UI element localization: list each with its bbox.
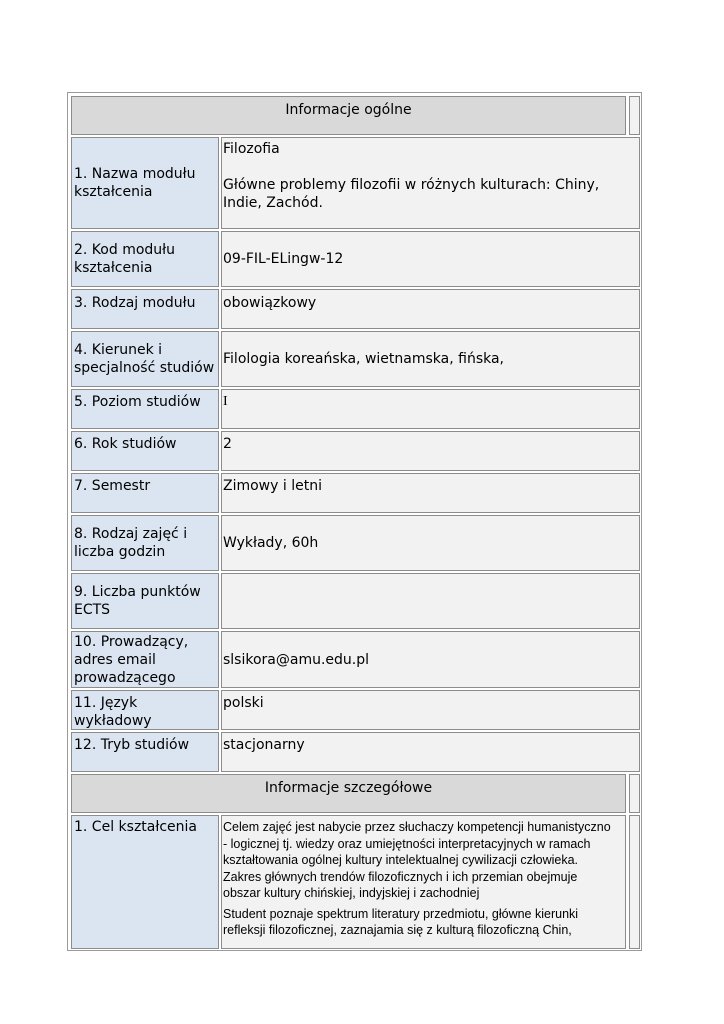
label-study-year: 6. Rok studiów — [71, 431, 219, 471]
goal-spacer-cell — [629, 815, 640, 949]
general-info-header — [71, 96, 626, 135]
value-field-of-study: Filologia koreańska, wietnamska, fińska, — [221, 331, 640, 387]
label-teaching-language: 11. Język wykładowy — [71, 690, 219, 730]
value-education-goal — [221, 815, 626, 949]
header-spacer-cell — [629, 96, 640, 135]
label-field-of-study: 4. Kierunek i specjalność studiów — [71, 331, 219, 387]
value-class-type-hours: Wykłady, 60h — [221, 515, 640, 571]
value-semester: Zimowy i letni — [221, 473, 640, 513]
value-teaching-language: polski — [221, 690, 640, 730]
label-education-goal: 1. Cel kształcenia — [71, 815, 219, 949]
goal-paragraph-1: Celem zajęć jest nabycie przez słuchaczy kompetencji humanistyczno - logicznej tj. wiedzy oraz umiejętności interpretacyjnych w ramach kształtowania ogólnej kultury intelektualnej cywilizacji człowieka. Zakres głównych trendów filozoficznych i ich przemian obejmuje obszar kultury chińskiej, indyjskiej i zachodniej — [223, 820, 611, 900]
label-ects-points: 9. Liczba punktów ECTS — [71, 573, 219, 629]
value-module-code: 09-FIL-ELingw-12 — [221, 231, 640, 287]
value-study-level: I — [221, 389, 640, 429]
goal-paragraph-2: Student poznaje spektrum literatury przedmiotu, główne kierunki refleksji filozoficznej, zaznajamia się z kulturą filozoficzną Chin, — [223, 906, 579, 937]
label-semester: 7. Semestr — [71, 473, 219, 513]
value-ects-points — [221, 573, 640, 629]
label-module-type: 3. Rodzaj modułu — [71, 289, 219, 329]
label-lecturer-email: 10. Prowadzący, adres email prowadzącego — [71, 631, 219, 688]
value-module-type: obowiązkowy — [221, 289, 640, 329]
detailed-info-title: Informacje szczegółowe — [264, 780, 433, 796]
module-subtitle: Główne problemy filozofii w różnych kulturach: Chiny, Indie, Zachód. — [223, 177, 600, 211]
detailed-info-header — [71, 774, 626, 813]
value-study-mode: stacjonarny — [221, 732, 640, 772]
label-module-name: 1. Nazwa modułu kształcenia — [71, 137, 219, 229]
label-module-code: 2. Kod modułu kształcenia — [71, 231, 219, 287]
label-study-level: 5. Poziom studiów — [71, 389, 219, 429]
module-name: Filozofia — [223, 141, 280, 157]
header-spacer-cell — [629, 774, 640, 813]
course-info-table — [67, 92, 642, 951]
value-lecturer-email: slsikora@amu.edu.pl — [221, 631, 640, 688]
general-info-title: Informacje ogólne — [285, 102, 412, 118]
value-study-year: 2 — [221, 431, 640, 471]
label-study-mode: 12. Tryb studiów — [71, 732, 219, 772]
value-module-name — [221, 137, 640, 229]
label-class-type-hours: 8. Rodzaj zajęć i liczba godzin — [71, 515, 219, 571]
